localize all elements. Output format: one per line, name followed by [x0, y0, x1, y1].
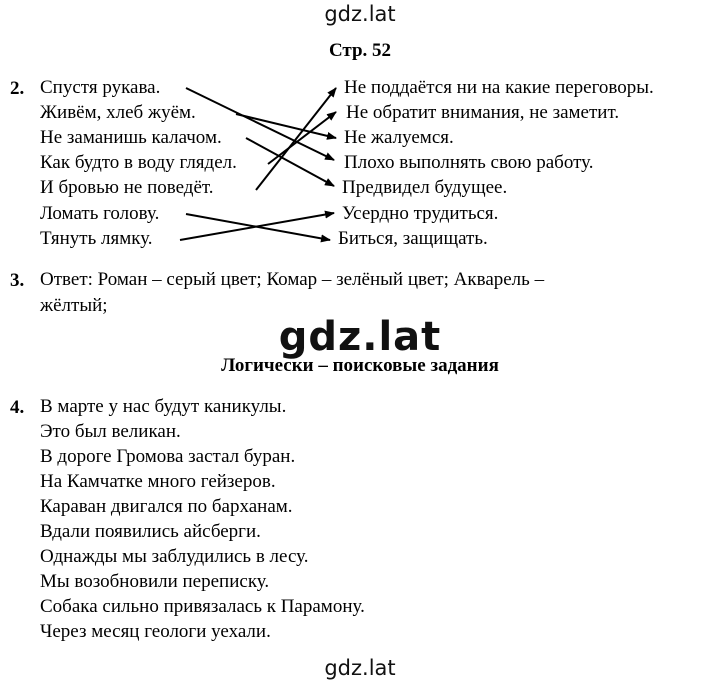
watermark-center: gdz.lat [278, 314, 442, 360]
task2-left-item: Живём, хлеб жуём. [40, 102, 196, 123]
task2-left-item: Ломать голову. [40, 203, 160, 224]
section-heading: Логически – поисковые задания [221, 355, 499, 376]
task2-right-item: Биться, защищать. [338, 228, 488, 249]
task2-right-item: Плохо выполнять свою работу. [344, 152, 594, 173]
task4-sentence: Караван двигался по барханам. [40, 496, 293, 517]
watermark-bottom: gdz.lat [324, 656, 396, 680]
match-arrow [256, 88, 336, 190]
task2-right-item: Не поддаётся ни на какие переговоры. [344, 77, 654, 98]
task3-number: 3. [10, 270, 25, 291]
task2-left-item: Не заманишь калачом. [40, 127, 222, 148]
task4-sentence: В марте у нас будут каникулы. [40, 396, 287, 417]
task2-left-item: Тянуть лямку. [40, 228, 153, 249]
page-heading: Стр. 52 [328, 40, 392, 61]
task4-sentence: На Камчатке много гейзеров. [40, 471, 276, 492]
task4-sentence: Через месяц геологи уехали. [40, 621, 271, 642]
task2-right-item: Предвидел будущее. [342, 177, 508, 198]
task4-sentence: В дороге Громова застал буран. [40, 446, 296, 467]
task3-answer-line: жёлтый; [40, 295, 108, 316]
task2-left-item: Как будто в воду глядел. [40, 152, 237, 173]
task4-sentence: Это был великан. [40, 421, 181, 442]
task4-sentence: Однажды мы заблудились в лесу. [40, 546, 309, 567]
task2-number: 2. [10, 78, 25, 99]
task2-right-item: Усердно трудиться. [342, 203, 499, 224]
task4-number: 4. [10, 397, 25, 418]
task4-sentence: Собака сильно привязалась к Парамону. [40, 596, 365, 617]
task2-left-item: Спустя рукава. [40, 77, 161, 98]
match-arrow [186, 88, 334, 160]
task2-right-item: Не жалуемся. [344, 127, 454, 148]
task2-left-item: И бровью не поведёт. [40, 177, 214, 198]
task4-sentence: Мы возобновили переписку. [40, 571, 270, 592]
task4-sentence: Вдали появились айсберги. [40, 521, 261, 542]
watermark-top: gdz.lat [324, 2, 396, 26]
task2-right-item: Не обратит внимания, не заметит. [346, 102, 620, 123]
task3-answer-line: Ответ: Роман – серый цвет; Комар – зелёный цвет; Акварель – [40, 269, 545, 290]
match-arrow [236, 114, 336, 138]
